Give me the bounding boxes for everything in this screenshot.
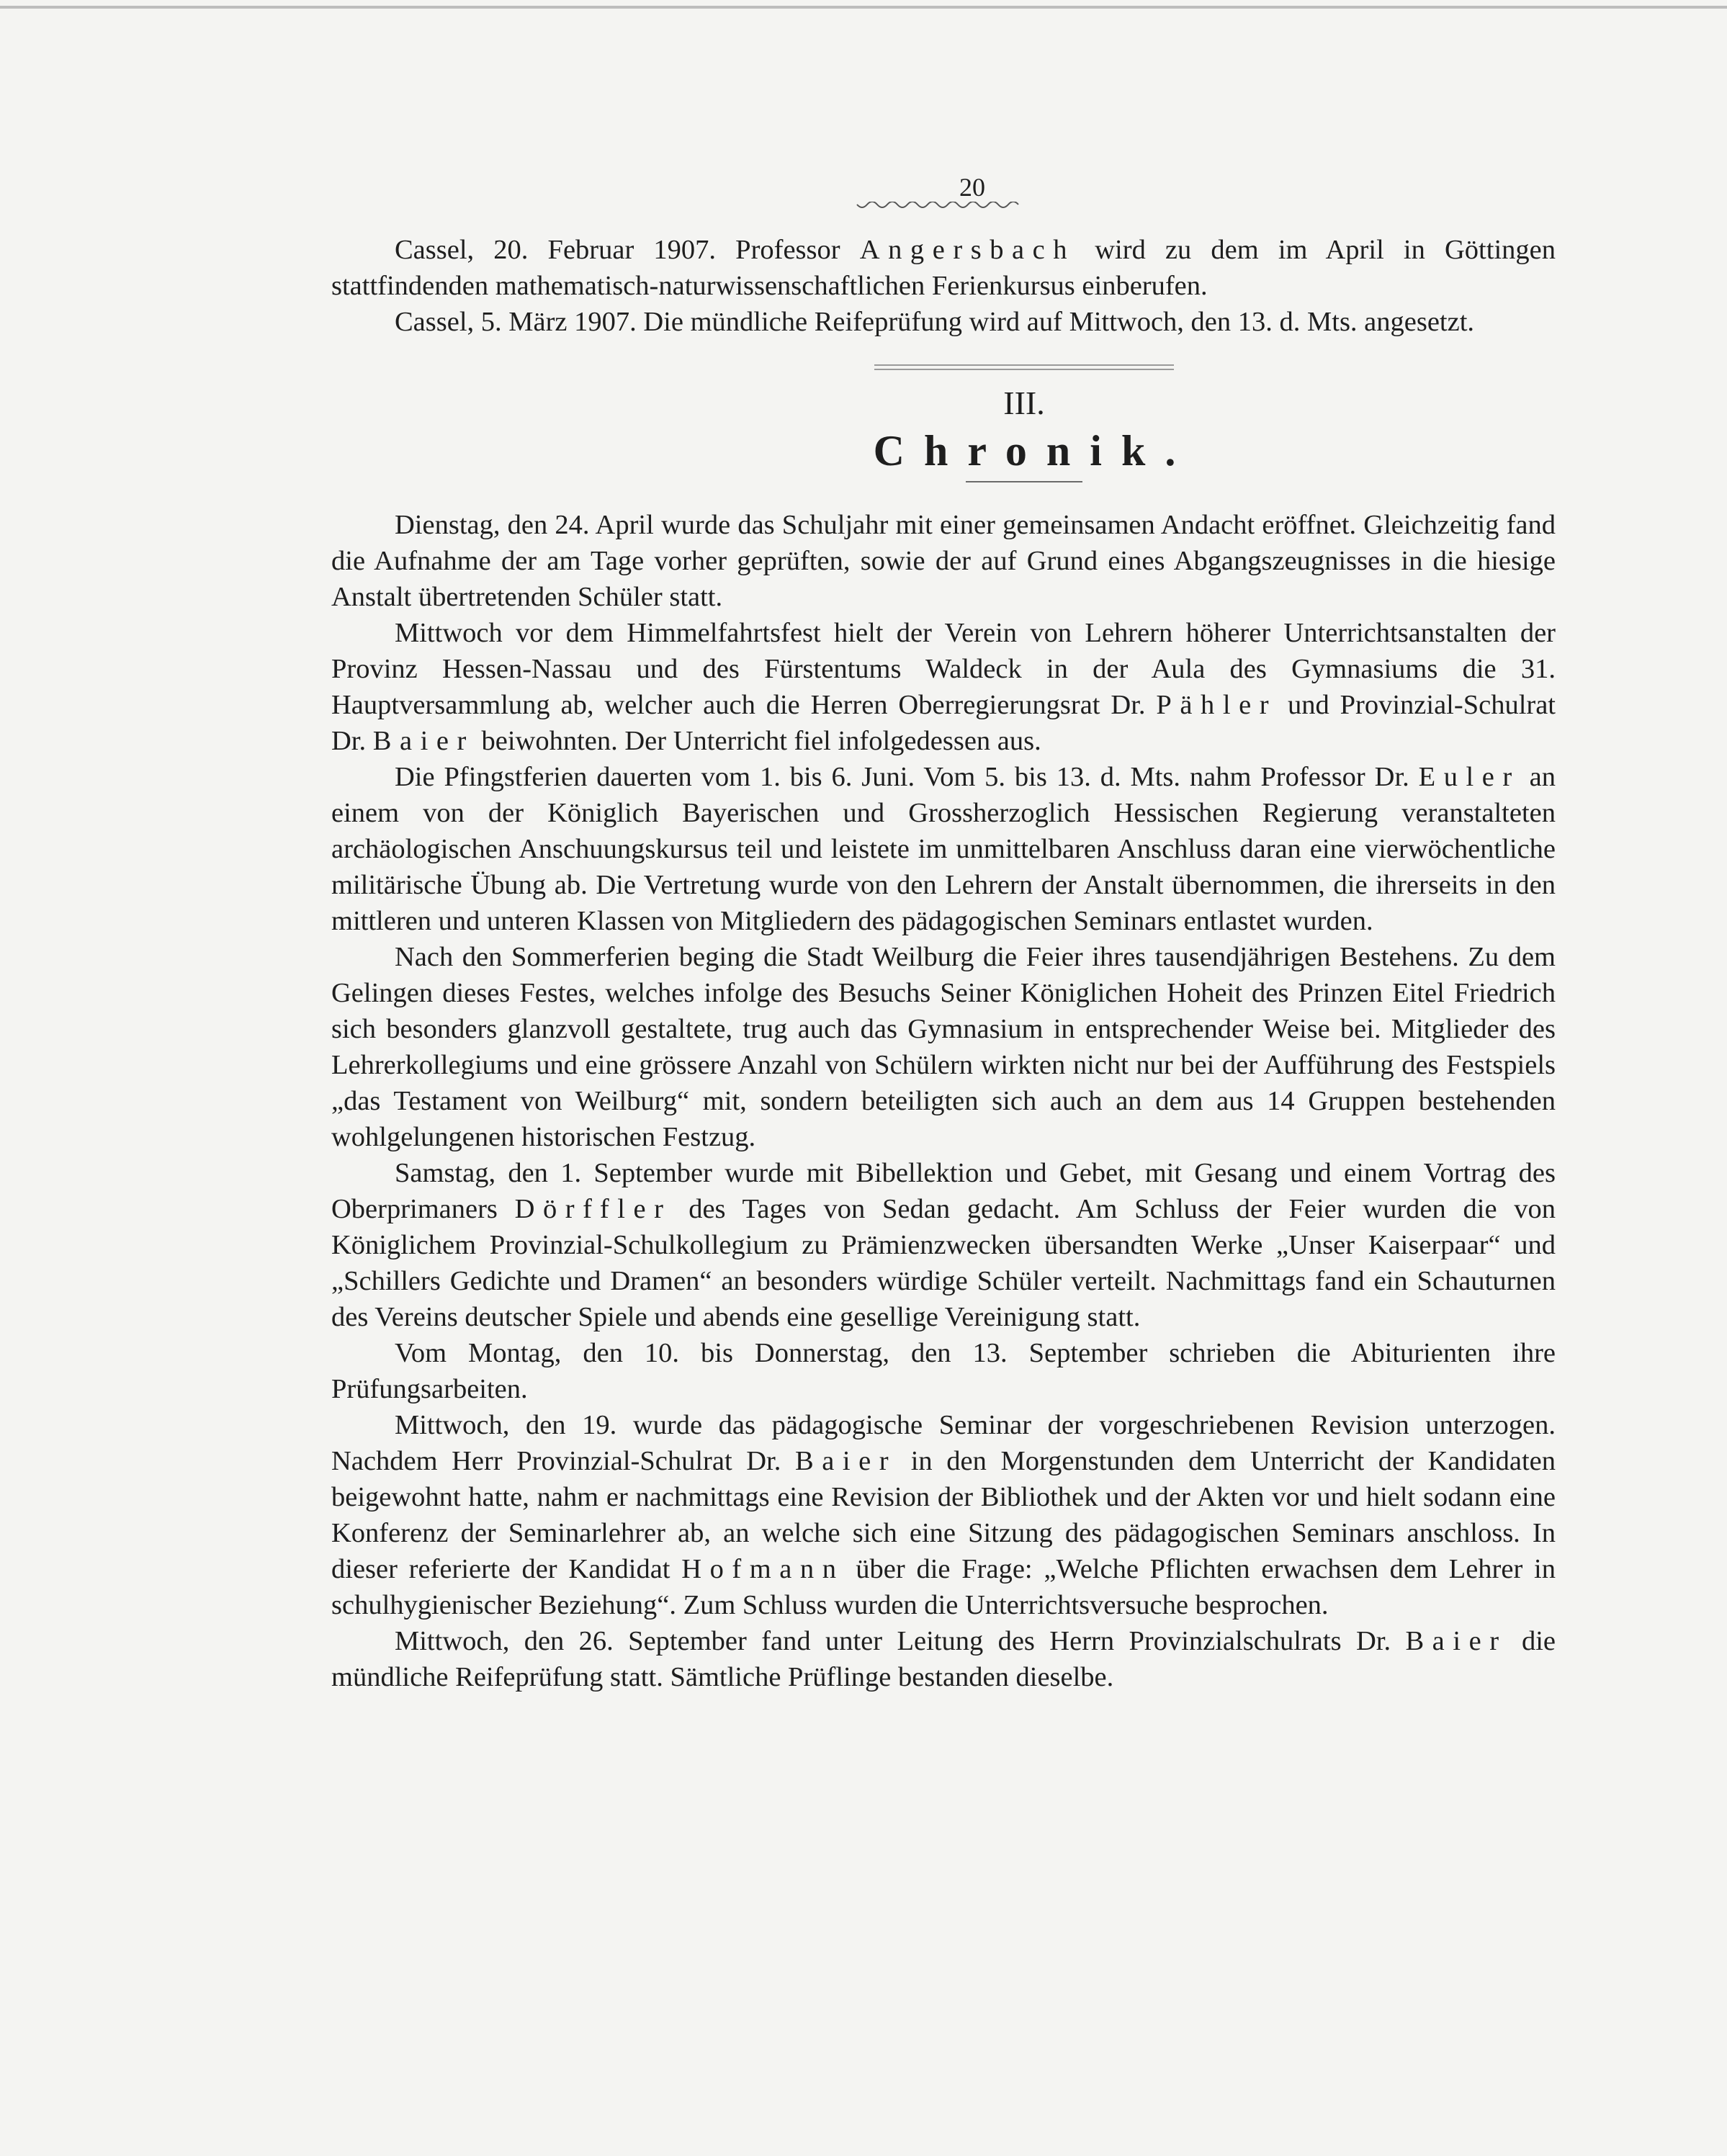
spaced-name: Angersbach [859, 235, 1076, 265]
paragraph-text: über die Frage: „Welche Pflichten erwachsen dem Lehrer in schulhygienischer Beziehung“. Zum Schluss wurden die Unterrichtsversuche besprochen. [331, 1554, 1556, 1620]
section-title: Chronik. [873, 427, 1196, 475]
ornament-squiggle-icon [856, 202, 1023, 212]
paragraph-text: Mittwoch, den 26. September fand unter Leitung des Herrn Provinzialschulrats Dr. [395, 1626, 1406, 1656]
announcements-paragraph [331, 304, 1556, 340]
paragraph-text: Mittwoch vor dem Himmelfahrtsfest hielt der Verein von Lehrern höherer Unterrichtsanstalten der Provinz Hessen-Nassau und des Fürstentums Waldeck in der Aula des Gymnasiums die 31. Hauptversammlung ab, welcher auch die Herren Oberregierungsrat Dr. [331, 618, 1556, 720]
paragraph-text: in den Morgenstunden dem Unterricht der Kandidaten beigewohnt hatte, nahm er nachmittags eine Revision der Bibliothek und der Akten vor und hielt sodann eine Konferenz der Seminarlehrer ab, an welche sich eine Sitzung des pädagogischen Seminars anschloss. In dieser referierte der Kandidat [331, 1446, 1556, 1584]
chronicle-paragraph [331, 1335, 1556, 1407]
title-underline [966, 481, 1082, 482]
paragraph-text: Dienstag, den 24. April wurde das Schuljahr mit einer gemeinsamen Andacht eröffnet. Gleichzeitig fand die Aufnahme der am Tage vorher geprüften, sowie der auf Grund eines Abgangszeugnisses in die hiesige Anstalt übertretenden Schüler statt. [331, 510, 1556, 612]
page-top-edge [0, 6, 1727, 9]
spaced-name: Baier [794, 1446, 897, 1476]
paragraph-text: des Tages von Sedan gedacht. Am Schluss der Feier wurden die von Königlichem Provinzial-Schulkollegium zu Prämienzwecken übersandten Werke „Unser Kaiserpaar“ und „Schillers Gedichte und Dramen“ an besonders würdige Schüler verteilt. Nachmittags fand ein Schauturnen des Vereins deutscher Spiele und abends eine gesellige Vereinigung statt. [331, 1194, 1556, 1332]
chronicle-paragraph [331, 1407, 1556, 1623]
paragraph-text: Cassel, 5. März 1907. Die mündliche Reifeprüfung wird auf Mittwoch, den 13. d. Mts. angesetzt. [395, 307, 1475, 337]
paragraph-text: Cassel, 20. Februar 1907. Professor [395, 235, 860, 265]
paragraph-text: wird zu dem im April in Göttingen stattfindenden mathematisch-naturwissenschaftlichen Ferienkursus einberufen. [331, 235, 1556, 301]
chronicle-body [331, 507, 1556, 1695]
paragraph-text: Samstag, den 1. September wurde mit Bibellektion und Gebet, mit Gesang und einem Vortrag des Oberprimaners [331, 1158, 1556, 1224]
paragraph-text: Nach den Sommerferien beging die Stadt Weilburg die Feier ihres tausendjährigen Bestehens. Zu dem Gelingen dieses Festes, welches infolge des Besuchs Seiner Königlichen Hoheit des Prinzen Eitel Friedrich sich besonders glanzvoll gestaltete, trug auch das Gymnasium in entsprechender Weise bei. Mitglieder des Lehrerkollegiums und eine grössere Anzahl von Schülern wirkten nicht nur bei der Aufführung des Festspiels „das Testament von Weilburg“ mit, sondern beteiligten sich auch an dem aus 14 Gruppen bestehenden wohlgelungenen historischen Festzug. [331, 942, 1556, 1152]
paragraph-text: und Provinzial-Schulrat Dr. [331, 690, 1556, 756]
spaced-name: Baier [1405, 1626, 1507, 1656]
spaced-name: Euler [1418, 762, 1520, 792]
paragraph-text: beiwohnten. Der Unterricht fiel infolgedessen aus. [474, 726, 1041, 756]
paragraph-text: Mittwoch, den 19. wurde das pädagogische Seminar der vorgeschriebenen Revision unterzogen. Nachdem Herr Provinzial-Schulrat Dr. [331, 1410, 1556, 1476]
announcements-paragraph [331, 232, 1556, 304]
chronicle-paragraph [331, 939, 1556, 1155]
announcements-block [331, 232, 1556, 340]
chronicle-paragraph [331, 615, 1556, 759]
chronicle-paragraph [331, 1155, 1556, 1335]
chronicle-paragraph [331, 1623, 1556, 1695]
spaced-name: Baier [372, 726, 475, 756]
page-number: 20 [959, 173, 985, 202]
paragraph-text: an einem von der Königlich Bayerischen und Grossherzoglich Hessischen Regierung veranstalteten archäologischen Anschuungskursus teil und leistete im unmittelbaren Anschluss daran eine vierwöchentliche militärische Übung ab. Die Vertretung wurde von den Lehrern der Anstalt übernommen, die ihrerseits in den mittleren und unteren Klassen von Mitgliedern des pädagogischen Seminars entlastet wurden. [331, 762, 1556, 936]
spaced-name: Dörffler [514, 1194, 672, 1224]
spaced-name: Pähler [1156, 690, 1278, 720]
spaced-name: Hofmann [681, 1554, 845, 1584]
chronicle-paragraph [331, 507, 1556, 615]
paragraph-text: Vom Montag, den 10. bis Donnerstag, den 13. September schrieben die Abiturienten ihre Prüfungsarbeiten. [331, 1338, 1556, 1404]
section-divider-double [874, 364, 1174, 370]
section-number: III. [1003, 385, 1045, 421]
paragraph-text: die mündliche Reifeprüfung statt. Sämtliche Prüflinge bestanden dieselbe. [331, 1626, 1556, 1692]
document-page [331, 173, 1556, 1695]
chronicle-paragraph [331, 759, 1556, 939]
paragraph-text: Die Pfingstferien dauerten vom 1. bis 6. Juni. Vom 5. bis 13. d. Mts. nahm Professor Dr. [395, 762, 1419, 792]
